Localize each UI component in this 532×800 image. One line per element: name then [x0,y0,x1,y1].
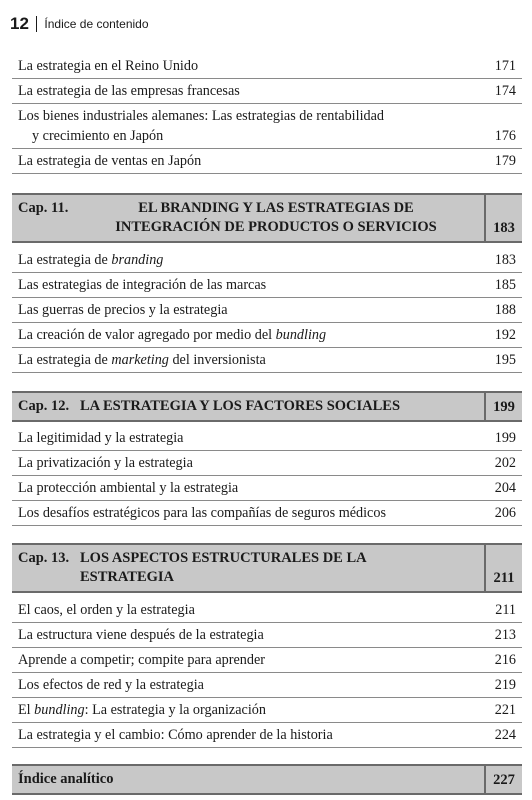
toc-entry[interactable] [12,451,522,476]
chapter-title-line2: ESTRATEGIA [80,569,175,585]
entry-title: La estrategia y el cambio: Cómo aprender de la historia [18,727,333,743]
chapter-label: Cap. 11. [18,200,69,216]
index-title: Índice analítico [18,771,114,787]
entry-page: 211 [495,602,516,618]
entry-page: 224 [494,727,516,743]
chapter-label: Cap. 13. [18,550,70,566]
running-title: Índice de contenido [44,17,149,31]
entry-title: Los desafíos estratégicos para las compañías de seguros médicos [18,505,386,521]
entry-page: 216 [494,652,516,668]
chapter-13-entries [12,598,522,748]
entry-page: 221 [494,702,516,718]
chapter-title: LA ESTRATEGIA Y LOS FACTORES SOCIALES [80,398,401,414]
toc-entry[interactable] [12,248,522,273]
entry-title: La legitimidad y la estrategia [18,430,184,446]
entry-title: Aprende a competir; compite para aprender [18,652,265,668]
chapter-title-line1: LOS ASPECTOS ESTRUCTURALES DE LA [80,550,367,566]
chapter-page: 183 [484,195,522,241]
toc-entry[interactable] [12,149,522,174]
entry-title: Las guerras de precios y la estrategia [18,302,228,318]
toc-entry[interactable] [12,298,522,323]
entry-title: La protección ambiental y la estrategia [18,480,239,496]
chapter-13-heading[interactable] [12,543,522,593]
index-heading[interactable] [12,764,522,795]
entry-title-line2: y crecimiento en Japón [32,128,164,144]
entry-title-line1: Los bienes industriales alemanes: Las estrategias de rentabilidad [18,108,384,124]
entry-title-italic: branding [111,252,164,268]
toc-entry[interactable] [12,476,522,501]
entry-title-italic: marketing [111,352,169,368]
toc-entry[interactable] [12,723,522,748]
entry-title: Los efectos de red y la estrategia [18,677,204,693]
toc-entry[interactable] [12,54,522,79]
toc-continuation-list [12,54,522,174]
header-separator [36,16,38,32]
entry-title: El caos, el orden y la estrategia [18,602,195,618]
entry-page: 185 [494,277,516,293]
chapter-12-heading[interactable] [12,391,522,422]
entry-title-italic: bundling [275,327,327,343]
chapter-title-line1: EL BRANDING Y LAS ESTRATEGIAS DE [138,200,414,216]
entry-page: 176 [494,128,516,144]
chapter-page: 199 [484,393,522,420]
entry-title: La estrategia de ventas en Japón [18,153,202,169]
toc-entry[interactable] [12,698,522,723]
entry-title: El [18,702,35,718]
chapter-11-entries [12,248,522,373]
toc-entry[interactable] [12,623,522,648]
entry-title-rest: : La estrategia y la organización [84,702,266,718]
toc-entry[interactable] [12,648,522,673]
index-page: 227 [484,766,522,793]
entry-page: 195 [494,352,516,368]
entry-title-italic: bundling [34,702,85,718]
toc-entry[interactable] [12,323,522,348]
entry-title: La estrategia de [18,352,112,368]
entry-page: 192 [494,327,516,343]
page-number: 12 [10,14,29,33]
entry-title: La estrategia en el Reino Unido [18,58,199,74]
entry-page: 206 [494,505,516,521]
toc-entry[interactable] [12,501,522,526]
chapter-12-entries [12,426,522,526]
entry-page: 204 [494,480,516,496]
entry-title: La estructura viene después de la estrategia [18,627,264,643]
chapter-page: 211 [484,545,522,591]
chapter-label: Cap. 12. [18,398,70,414]
entry-page: 213 [494,627,516,643]
entry-page: 219 [494,677,516,693]
entry-title: La creación de valor agregado por medio del [18,327,276,343]
toc-entry[interactable] [12,273,522,298]
entry-page: 183 [494,252,516,268]
entry-title: La estrategia de las empresas francesas [18,83,240,99]
chapter-11-heading[interactable] [12,193,522,243]
toc-entry[interactable] [12,348,522,373]
toc-entry[interactable] [12,598,522,623]
page-header [10,14,149,34]
entry-title: La privatización y la estrategia [18,455,193,471]
entry-title: La estrategia de [18,252,112,268]
toc-entry[interactable] [12,104,522,149]
toc-entry[interactable] [12,79,522,104]
entry-page: 171 [494,58,516,74]
chapter-title-line2: INTEGRACIÓN DE PRODUCTOS O SERVICIOS [115,219,437,235]
entry-page: 179 [494,153,516,169]
entry-page: 199 [494,430,516,446]
toc-entry[interactable] [12,673,522,698]
entry-page: 202 [494,455,516,471]
entry-title-rest: del inversionista [168,352,266,368]
entry-page: 188 [494,302,516,318]
entry-page: 174 [494,83,516,99]
entry-title: Las estrategias de integración de las marcas [18,277,267,293]
toc-entry[interactable] [12,426,522,451]
